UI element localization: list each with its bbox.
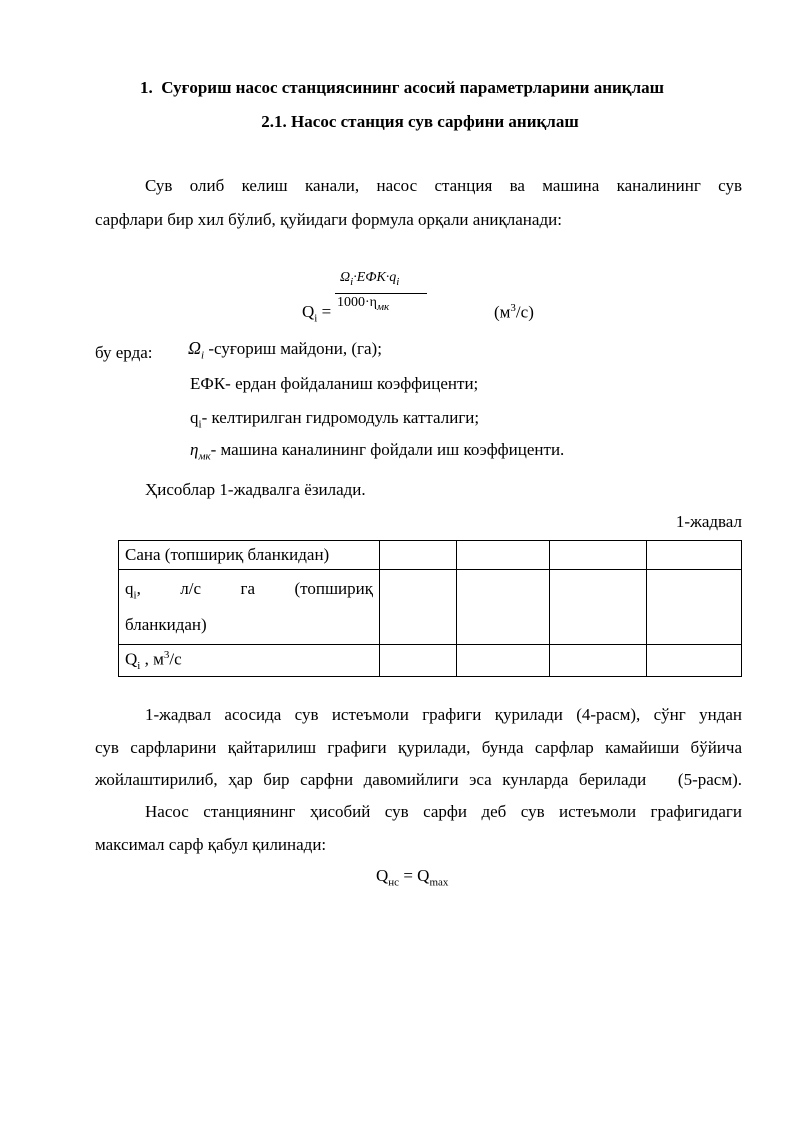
omega-symbol-where: Ω [188, 338, 202, 358]
where-item-2: ЕФК- ердан фойдаланиш коэффиценти; [190, 374, 479, 393]
units-open: (м [494, 302, 511, 322]
units-sup: 3 [510, 302, 516, 314]
table-cell-empty [550, 645, 647, 677]
omega-symbol: Ω [340, 270, 351, 285]
table-cell-empty [380, 570, 457, 645]
formula-units [494, 302, 534, 323]
row2-rest: , м [140, 650, 164, 670]
eta-symbol-where: η [190, 440, 199, 459]
omega-sub-where: i [201, 349, 205, 362]
paragraph-2-line-2: сув сарфларини қайтарилиш графиги қурилади, бунда сарфлар камайиши бўйича [95, 738, 742, 757]
where-label: бу ерда: [95, 343, 153, 362]
heading-sub: 2.1. Насос станция сув сарфини аниқлаш [261, 112, 579, 131]
row2-sup: 3 [163, 649, 170, 662]
table-cell-empty [550, 541, 647, 570]
table-row [119, 645, 742, 677]
omega-subscript: i [350, 275, 354, 288]
paragraph-2-line-1: 1-жадвал асосида сув истеъмоли графиги қурилади (4-расм), сўнг ундан [145, 705, 742, 724]
table-cell-empty [380, 541, 457, 570]
fraction-line [335, 293, 427, 294]
table-row [119, 541, 742, 570]
row1-rest-b: бланкидан) [125, 615, 207, 635]
paragraph-1-line-1: Сув олиб келиш канали, насос станция ва машина каналининг сув [145, 176, 742, 195]
q-symbol-where: q [190, 408, 199, 427]
data-table [118, 540, 742, 677]
where-item-3-text: - келтирилган гидромодуль катталиги; [201, 408, 480, 427]
row1-q: q [125, 579, 134, 598]
formula-numerator [340, 270, 399, 288]
heading-main-text: Суғориш насос станциясининг асосий параметрларини аниқлаш [161, 78, 664, 97]
table-cell-empty [647, 570, 742, 645]
final-sub2: max [429, 876, 449, 889]
paragraph-2-line-3: жойлаштирилиб, ҳар бир сарфни давомийлиги эса кунларда берилади (5-расм). [95, 770, 742, 789]
final-sub1: нс [388, 876, 400, 889]
paragraph-1-line-2: сарфлари бир хил бўлиб, қуйидаги формула орқали аниқланади: [95, 210, 562, 229]
row2-end: /с [169, 650, 182, 670]
final-q1: Q [376, 866, 389, 885]
where-item-1 [188, 338, 382, 361]
table-cell-label [119, 645, 380, 677]
row1-sub: i [133, 589, 137, 602]
units-close: /с) [515, 302, 534, 322]
where-item-3 [190, 408, 479, 430]
table-cell-label: Сана (топшириқ бланкидан) [119, 541, 380, 570]
where-item-4-text: - машина каналининг фойдали иш коэффиценти. [210, 440, 565, 459]
table-row [119, 570, 742, 645]
table-cell-empty [457, 570, 550, 645]
table-cell-empty [647, 541, 742, 570]
where-item-1-text: -суғориш майдони, (га); [204, 339, 382, 358]
final-q2: Q [417, 866, 430, 885]
table-cell-label [119, 570, 380, 645]
row2-q: Q [125, 650, 138, 670]
denominator-text: 1000·η [337, 295, 377, 310]
eta-sub-where: мк [198, 450, 211, 463]
denominator-subscript: мк [376, 300, 390, 313]
final-equals: = [399, 866, 418, 885]
table-cell-empty [380, 645, 457, 677]
heading-number: 1. [140, 78, 153, 97]
lhs-equals: = [317, 302, 332, 321]
q-sub-where: i [198, 418, 202, 431]
row2-sub: i [137, 660, 141, 673]
numerator-efk-q: ·ЕФК·q [353, 270, 397, 285]
heading-main [140, 78, 664, 98]
row1-rest-a: , л/с га (топшириқ [136, 579, 373, 598]
paragraph-3-line-2: максимал сарф қабул қилинади: [95, 835, 327, 854]
where-item-4 [190, 440, 564, 462]
paragraph-3-line-1: Насос станциянинг ҳисобий сув сарфи деб сув истеъмоли графигидаги [145, 802, 742, 821]
calc-note: Ҳисоблар 1-жадвалга ёзилади. [145, 480, 366, 499]
table-cell-empty [550, 570, 647, 645]
formula-lhs [302, 302, 331, 324]
table-cell-empty [457, 541, 550, 570]
final-formula [376, 866, 448, 888]
table-cell-empty [457, 645, 550, 677]
q-subscript: i [396, 275, 400, 288]
table-cell-empty [647, 645, 742, 677]
lhs-subscript: i [314, 312, 318, 325]
table-caption: 1-жадвал [675, 512, 742, 531]
lhs-q: Q [302, 302, 315, 321]
formula-denominator [337, 295, 389, 313]
